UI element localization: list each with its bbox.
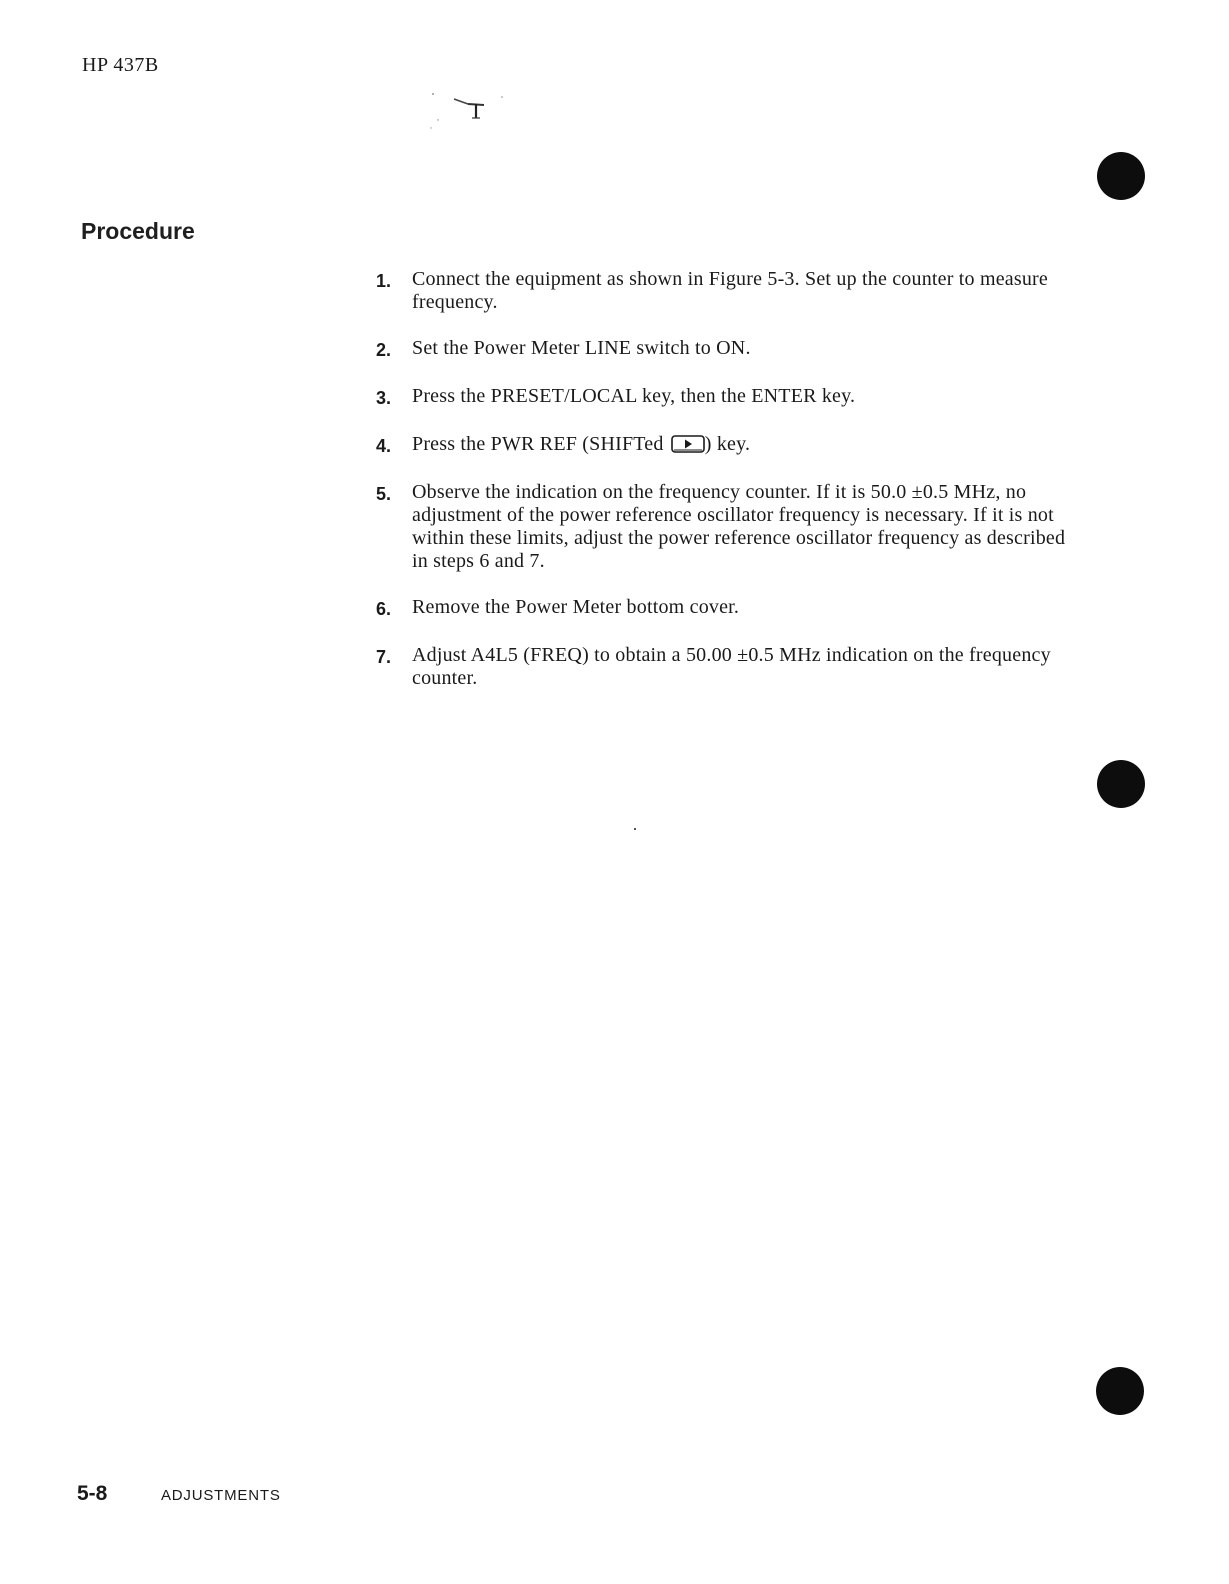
procedure-step — [376, 385, 1066, 410]
page-number: 5-8 — [77, 1482, 108, 1505]
section-title: Procedure — [81, 218, 195, 244]
step-number: 5. — [376, 484, 392, 504]
step-text: Connect the equipment as shown in Figure 5-3. Set up the counter to measure frequency. — [412, 268, 1048, 313]
step-text — [412, 433, 1066, 456]
page-footer — [77, 1482, 281, 1506]
binder-hole — [1097, 760, 1145, 808]
binder-hole — [1097, 152, 1145, 200]
step-number: 3. — [376, 388, 392, 408]
step-number: 7. — [376, 647, 392, 667]
procedure-step — [376, 481, 1066, 573]
procedure-step — [376, 337, 1066, 362]
step-number: 6. — [376, 599, 392, 619]
step-text-before-key: Press the PWR REF (SHIFTed — [412, 433, 669, 455]
right-arrow-key-icon — [671, 435, 705, 453]
step-number: 1. — [376, 271, 392, 291]
step-text: Observe the indication on the frequency counter. If it is 50.0 ±0.5 MHz, no adjustment of the power reference oscillator frequency is necessary. If it is not within these limits, adjust the power reference oscillator frequency as described in steps 6 and 7. — [412, 481, 1066, 572]
binder-hole — [1096, 1367, 1144, 1415]
step-text: Press the PRESET/LOCAL key, then the ENTER key. — [412, 385, 856, 407]
page-header-model: HP 437B — [82, 54, 159, 76]
procedure-step — [376, 433, 1066, 458]
step-number: 4. — [376, 436, 392, 456]
procedure-step — [376, 596, 1066, 621]
step-number: 2. — [376, 340, 392, 360]
step-text: Adjust A4L5 (FREQ) to obtain a 50.00 ±0.5 MHz indication on the frequency counter. — [412, 644, 1051, 689]
step-text: Set the Power Meter LINE switch to ON. — [412, 337, 751, 359]
step-text-after-key: ) key. — [704, 433, 751, 455]
procedure-steps-list — [376, 268, 1066, 713]
scan-artifact-mark — [428, 88, 508, 138]
footer-section-name: ADJUSTMENTS — [161, 1487, 281, 1504]
scan-speck — [634, 828, 636, 830]
procedure-step — [376, 268, 1066, 314]
step-text: Remove the Power Meter bottom cover. — [412, 596, 740, 618]
procedure-step — [376, 644, 1066, 690]
